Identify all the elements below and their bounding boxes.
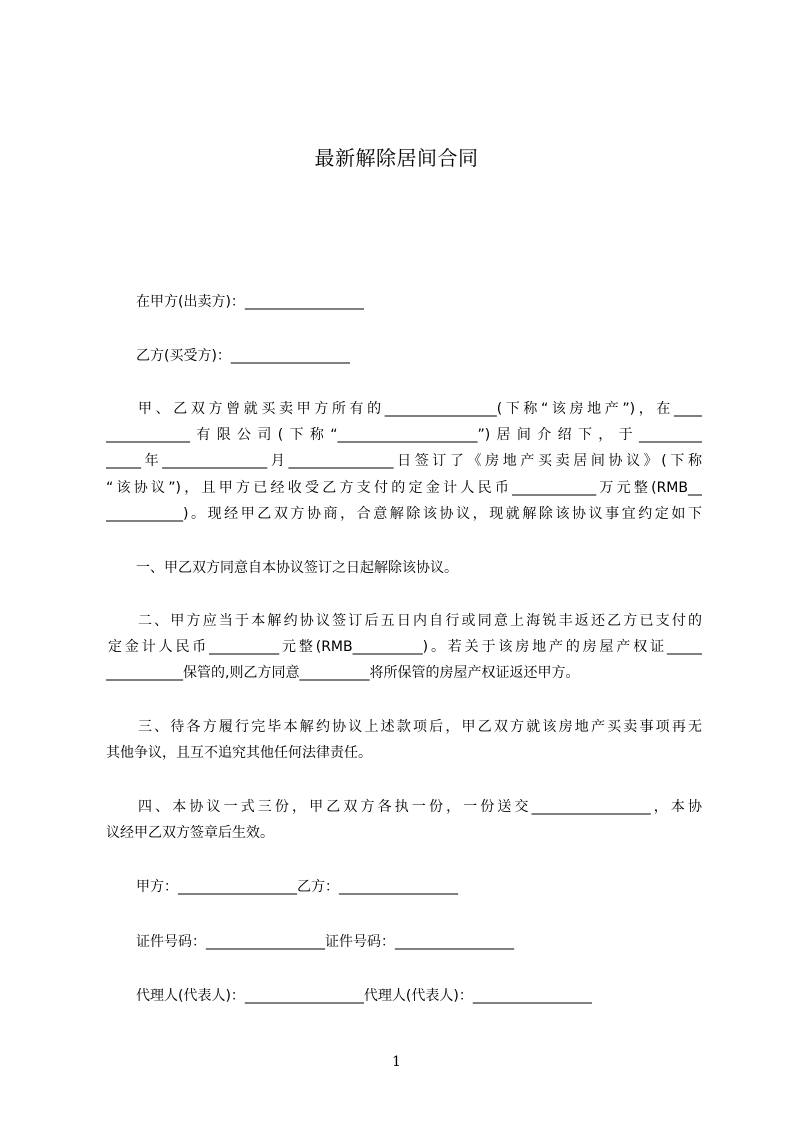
clause-3-line-2: 其他争议，且互不追究其他任何法律责任。: [106, 745, 372, 761]
intro-line-1: 甲、乙双方曾就买卖甲方所有的________________(下称“该房地产”)，在____: [138, 401, 702, 417]
signature-parties-line: 甲方：_________________乙方：_________________: [136, 879, 458, 895]
clause-4-line-1: 四、本协议一式三份，甲乙双方各执一份，一份送交_________________，本协: [138, 799, 702, 815]
document-title: 最新解除居间合同: [314, 146, 479, 170]
intro-line-4: “该协议”)，且甲方已经收受乙方支付的定金计人民币____________万元整(RMB__: [106, 480, 702, 496]
page-number: 1: [392, 1054, 401, 1070]
signature-id-line: 证件号码：_________________证件号码：_________________: [136, 934, 514, 950]
signature-agent-line: 代理人(代表人)：_________________代理人(代表人)：_________________: [136, 988, 592, 1004]
clause-4-line-2: 议经甲乙双方签章后生效。: [106, 825, 274, 841]
clause-3-line-1: 三、待各方履行完毕本解约协议上述款项后，甲乙双方就该房地产买卖事项再无: [138, 719, 702, 735]
intro-line-3: _____年_______________月_______________日签订了《房地产买卖居间协议》(下称: [106, 453, 702, 469]
clause-2-line-3: ___________保管的,则乙方同意__________将所保管的房屋产权证返还甲方。: [106, 665, 580, 681]
party-a-line: 在甲方(出卖方)：_________________: [136, 294, 364, 310]
clause-1: 一、甲乙双方同意自本协议签订之日起解除该协议。: [136, 560, 458, 576]
intro-line-5: ___________)。现经甲乙双方协商，合意解除该协议，现就解除该协议事宜约定如下: [106, 506, 702, 522]
clause-2-line-1: 二、甲方应当于本解约协议签订后五日内自行或同意上海锐丰返还乙方已支付的: [138, 613, 702, 629]
intro-line-2: ____________有限公司(下称“____________________”)居间介绍下，于_________: [106, 427, 702, 443]
party-b-line: 乙方(买受方)：_________________: [136, 348, 350, 364]
clause-2-line-2: 定金计人民币__________元整(RMB__________)。若关于该房地产的房屋产权证_____: [108, 639, 702, 655]
